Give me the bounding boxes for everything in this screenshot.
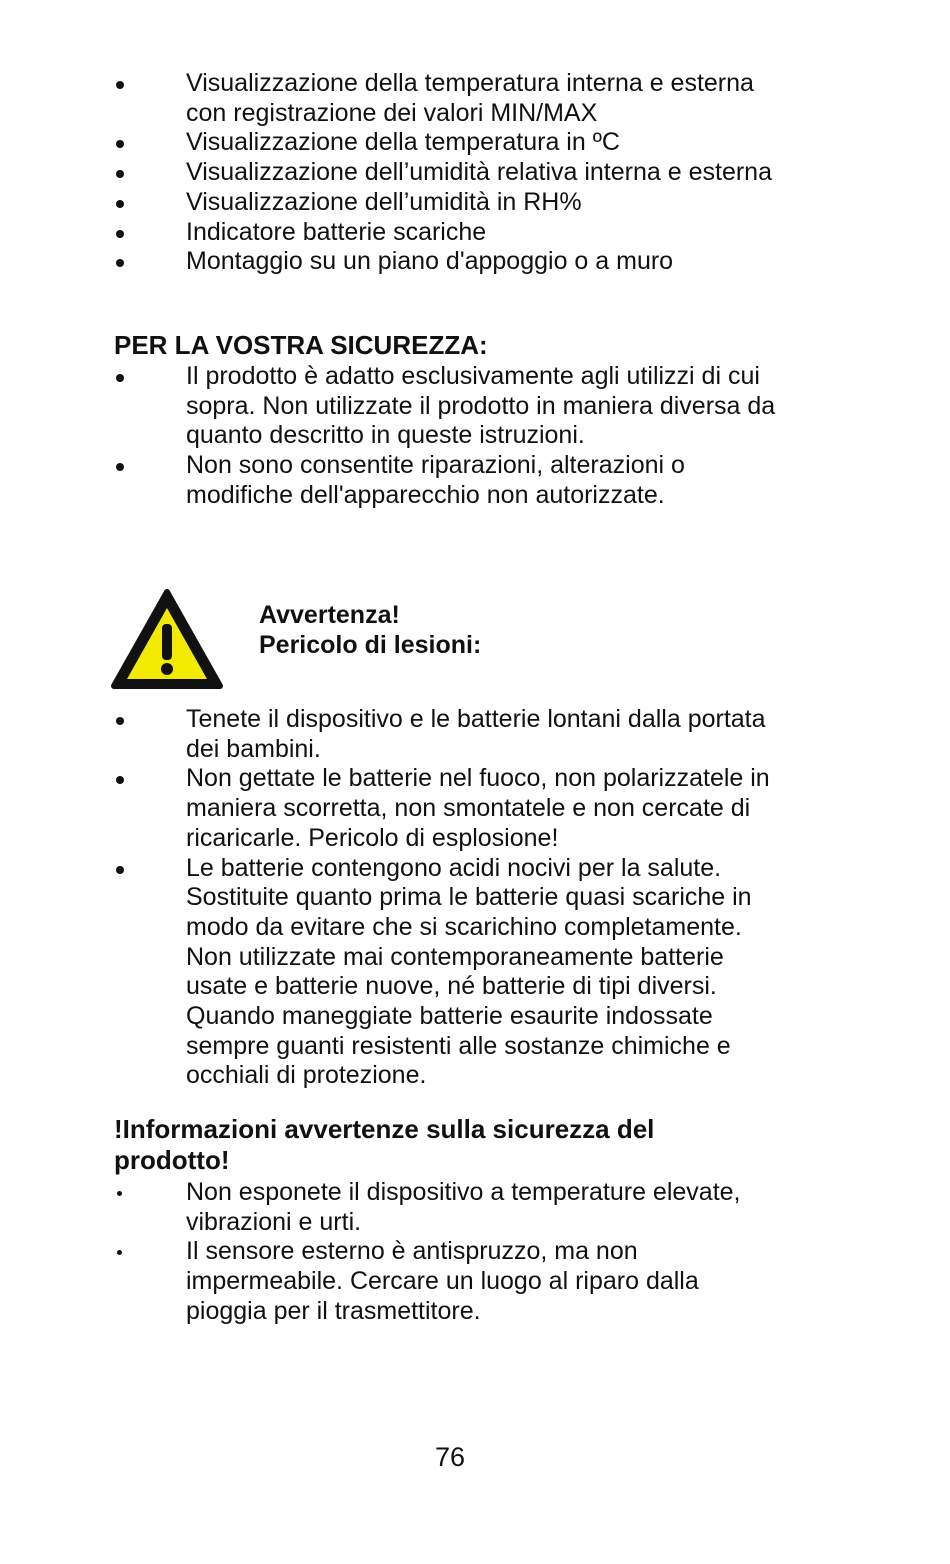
list-item: Visualizzazione dell’umidità relativa interna e esterna [0,158,786,188]
list-item: Indicatore batterie scariche [0,218,786,248]
list-item: Visualizzazione dell’umidità in RH% [0,188,786,218]
safety-heading: PER LA VOSTRA SICUREZZA: [114,330,488,360]
product-safety-list [0,1178,950,1327]
safety-list [0,362,950,511]
list-item: Montaggio su un piano d'appoggio o a muro [0,247,786,277]
list-item: Il prodotto è adatto esclusivamente agli utilizzi di cui sopra. Non utilizzate il prodotto in maniera diversa da quanto descritto in queste istruzioni. [0,362,786,451]
list-item: Il sensore esterno è antispruzzo, ma non impermeabile. Cercare un luogo al riparo dalla pioggia per il trasmettitore. [0,1237,786,1326]
list-item: Non esponete il dispositivo a temperature elevate, vibrazioni e urti. [0,1178,786,1237]
list-item: Non gettate le batterie nel fuoco, non polarizzatele in maniera scorretta, non smontatele e non cercate di ricaricarle. Pericolo di esplosione! [0,764,786,853]
feature-list [0,69,950,277]
list-item: Non sono consentite riparazioni, alterazioni o modifiche dell'apparecchio non autorizzate. [0,451,786,510]
list-item: Visualizzazione della temperatura interna e esterna con registrazione dei valori MIN/MAX [0,69,786,128]
warning-triangle-icon [110,588,224,690]
list-item: Le batterie contengono acidi nocivi per la salute. Sostituite quanto prima le batterie quasi scariche in modo da evitare che si scarichino completamente. Non utilizzate mai contemporaneamente batterie usate e batterie nuove, né batterie di tipi diversi. Quando maneggiate batterie esaurite indossate sempre guanti resistenti alle sostanze chimiche e occhiali di protezione. [0,854,786,1092]
warning-list [0,705,950,1091]
list-item: Visualizzazione della temperatura in ºC [0,128,786,158]
warning-subtitle: Pericolo di lesioni: [259,631,482,659]
product-safety-heading: !Informazioni avvertenze sulla sicurezza del prodotto! [114,1114,655,1175]
page-number: 76 [434,1442,466,1472]
list-item: Tenete il dispositivo e le batterie lontani dalla portata dei bambini. [0,705,786,764]
warning-text [259,600,481,660]
warning-title: Avvertenza! [259,601,400,629]
